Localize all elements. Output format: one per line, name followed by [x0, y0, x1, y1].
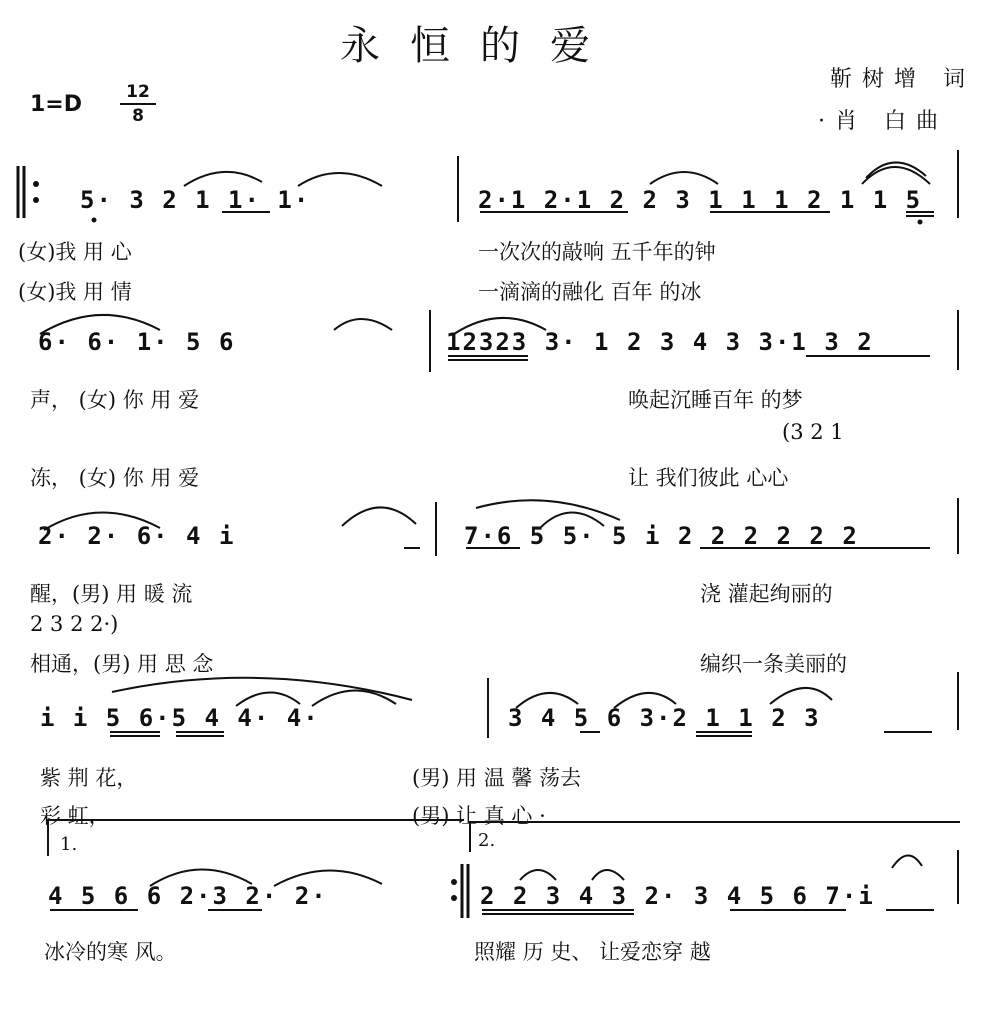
notes-row-3-right: 7·6 5 5· 5 i 2 2 2 2 2 2 [464, 522, 859, 550]
lyrics-row-3b-left: 相通，(男) 用 思 念 [30, 652, 214, 676]
tie [650, 172, 718, 184]
tie [298, 173, 382, 186]
notes-row-1-left: 5· 3 2 1 1· 1· [80, 186, 311, 214]
volta-1-bracket [48, 820, 464, 856]
tie [274, 870, 382, 886]
underline [696, 732, 752, 736]
composer-credit: ·肖 白曲 [818, 109, 948, 134]
time-denominator: 8 [132, 106, 144, 126]
lyrics-row-1b-left: (女)我 用 情 [18, 280, 132, 304]
tie [892, 855, 922, 868]
tie [476, 500, 620, 520]
notes-row-5-left: 4 5 6 6 2·3 2· 2· [48, 882, 328, 910]
repeat-start-bar [18, 166, 24, 218]
lyrics-row-4a-right: (男) 用 温 馨 荡去 [412, 766, 582, 790]
lyrics-row-2-aside: (3 2 1 [782, 420, 844, 444]
lyrics-row-4b-left: 彩 虹， [40, 804, 110, 828]
lyrics-row-5-left: 冰冷的寒 风。 [44, 940, 177, 964]
underline [482, 910, 634, 914]
lyrics-row-4b-right: (男) 让 真 心 · [412, 804, 546, 828]
tie [862, 167, 930, 184]
underline [906, 212, 934, 216]
tie [184, 172, 262, 186]
repeat-dot [451, 895, 457, 901]
lyrics-row-2a-right: 唤起沉睡百年 的梦 [628, 388, 803, 412]
tie [614, 693, 676, 708]
time-numerator: 12 [126, 82, 150, 102]
tie [40, 315, 160, 334]
low-octave-dot [918, 220, 923, 225]
key-signature: 1=D [30, 92, 83, 117]
lyrics-row-1a-right: 一次次的敲响 五千年的钟 [478, 240, 716, 264]
volta-2-bracket [470, 822, 960, 852]
underline [176, 732, 224, 736]
notes-row-2-left: 6· 6· 1· 5 6 [38, 328, 236, 356]
lyricist-credit: 靳树增 词 [830, 67, 975, 92]
lyrics-row-2b-left: 冻， (女) 你 用 爱 [30, 466, 200, 490]
notes-row-4-right: 3 4 5 6 3·2 1 1 2 3 [508, 704, 821, 732]
underline [110, 732, 160, 736]
volta-1-label: 1. [60, 834, 78, 855]
lyrics-row-1a-left: (女)我 用 心 [18, 240, 132, 264]
repeat-dot [33, 181, 39, 187]
lyrics-row-1b-right: 一滴滴的融化 百年 的冰 [478, 280, 702, 304]
tie [150, 869, 252, 886]
lyrics-row-3-aside: 2 3 2 2·) [30, 612, 119, 636]
tie [770, 688, 832, 704]
tie [112, 678, 412, 700]
lyrics-row-2b-right: 让 我们彼此 心心 [628, 466, 789, 490]
repeat-dot [33, 197, 39, 203]
tie [454, 318, 546, 334]
lyrics-row-5-right: 照耀 历 史、 让爱恋穿 越 [474, 940, 711, 964]
notes-row-5-right: 2 2 3 4 3 2· 3 4 5 6 7·i [480, 882, 875, 910]
tie [516, 693, 578, 708]
low-octave-dot [92, 218, 97, 223]
tie [520, 870, 556, 880]
volta-2-label: 2. [478, 830, 496, 851]
underline [448, 356, 528, 360]
tie [342, 507, 416, 526]
lyrics-row-2a-left: 声， (女) 你 用 爱 [30, 388, 200, 412]
lyrics-row-3a-left: 醒，(男) 用 暖 流 [30, 582, 193, 606]
song-title: 永恒的爱 [340, 23, 620, 69]
tie [236, 692, 300, 706]
repeat-end-bar [462, 864, 468, 918]
tie [866, 162, 926, 178]
notes-row-4-left: i i 5 6·5 4 4· 4· [40, 704, 320, 732]
notes-row-3-left: 2· 2· 6· 4 i [38, 522, 236, 550]
lyrics-row-3b-right: 编织一条美丽的 [700, 652, 847, 676]
tie [540, 512, 604, 528]
lyrics-row-3a-right: 浇 灌起绚丽的 [700, 582, 833, 606]
repeat-dot [451, 879, 457, 885]
lyrics-row-4a-left: 紫 荆 花， [40, 766, 138, 790]
tie [44, 512, 160, 530]
notes-row-2-right: 12323 3· 1 2 3 4 3 3·1 3 2 [446, 328, 874, 356]
tie [334, 319, 392, 330]
tie [592, 870, 624, 880]
notes-row-1-right: 2·1 2·1 2 2 3 1 1 1 2 1 1 5 [478, 186, 923, 214]
